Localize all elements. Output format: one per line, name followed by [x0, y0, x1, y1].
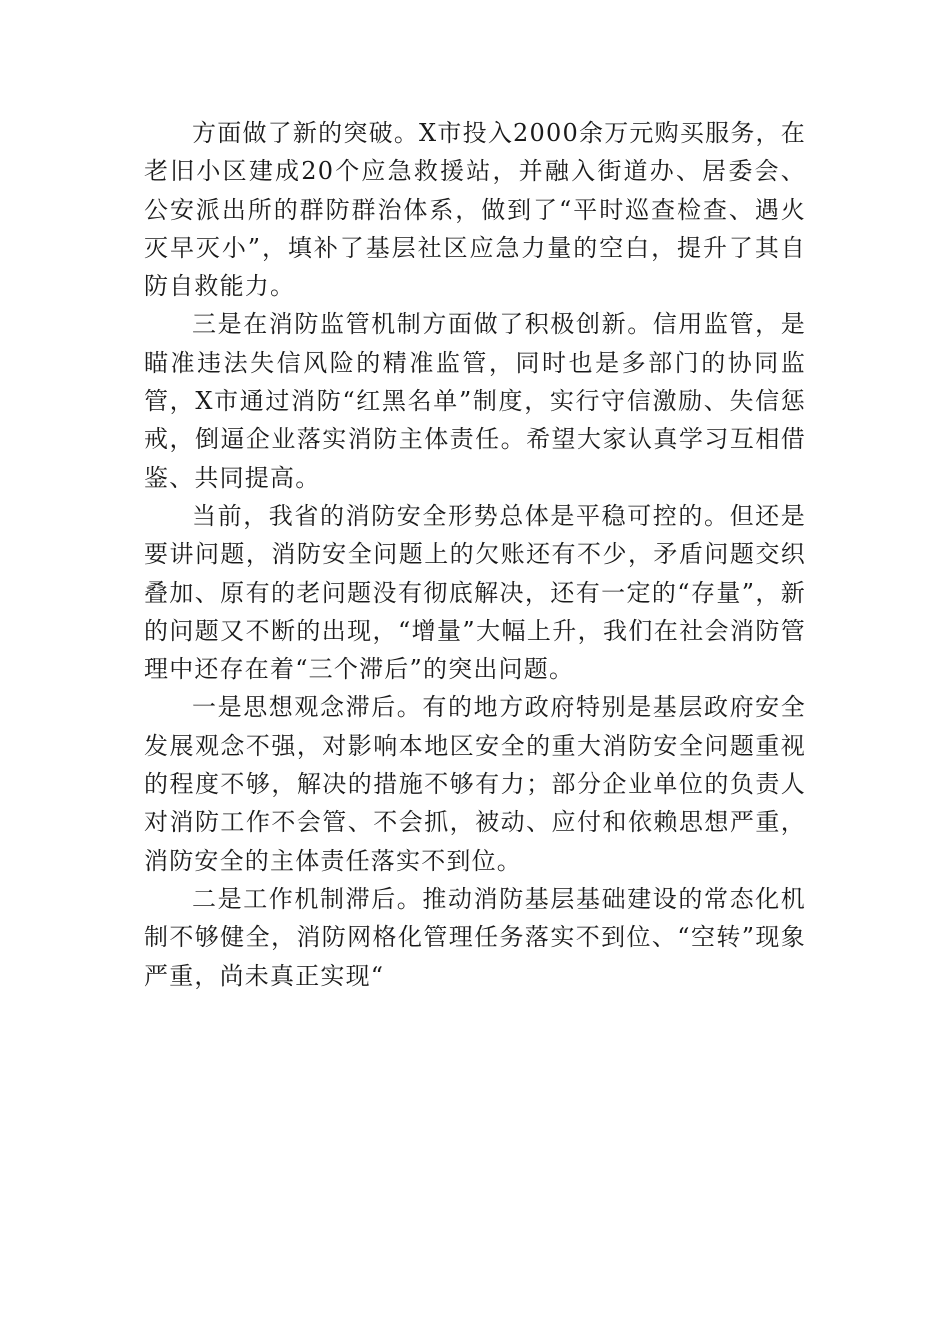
document-body [144, 114, 806, 995]
paragraph-current-situation: 当前，我省的消防安全形势总体是平稳可控的。但还是要讲问题，消防安全问题上的欠账还有不少，矛盾问题交织叠加、原有的老问题没有彻底解决，还有一定的“存量”，新的问题又不断的出现，“增量”大幅上升，我们在社会消防管理中还存在着“三个滞后”的突出问题。 [144, 501, 806, 684]
paragraph-mechanism-lag: 二是工作机制滞后。推动消防基层基础建设的常态化机制不够健全，消防网格化管理任务落实不到位、“空转”现象严重，尚未真正实现“ [144, 884, 806, 990]
paragraph-supervision-innovation: 三是在消防监管机制方面做了积极创新。信用监管，是瞄准违法失信风险的精准监管，同时也是多部门的协同监管，X市通过消防“红黑名单”制度，实行守信激励、失信惩戒，倒逼企业落实消防主体责任。希望大家认真学习互相借鉴、共同提高。 [144, 310, 806, 492]
paragraph-new-breakthrough: 方面做了新的突破。X市投入2000余万元购买服务，在老旧小区建成20个应急救援站，并融入街道办、居委会、公安派出所的群防群治体系，做到了“平时巡查检查、遇火灭早灭小”，填补了基层社区应急力量的空白，提升了其自防自救能力。 [144, 119, 806, 301]
paragraph-ideology-lag: 一是思想观念滞后。有的地方政府特别是基层政府安全发展观念不强，对影响本地区安全的重大消防安全问题重视的程度不够，解决的措施不够有力；部分企业单位的负责人对消防工作不会管、不会抓，被动、应付和依赖思想严重，消防安全的主体责任落实不到位。 [144, 693, 806, 875]
